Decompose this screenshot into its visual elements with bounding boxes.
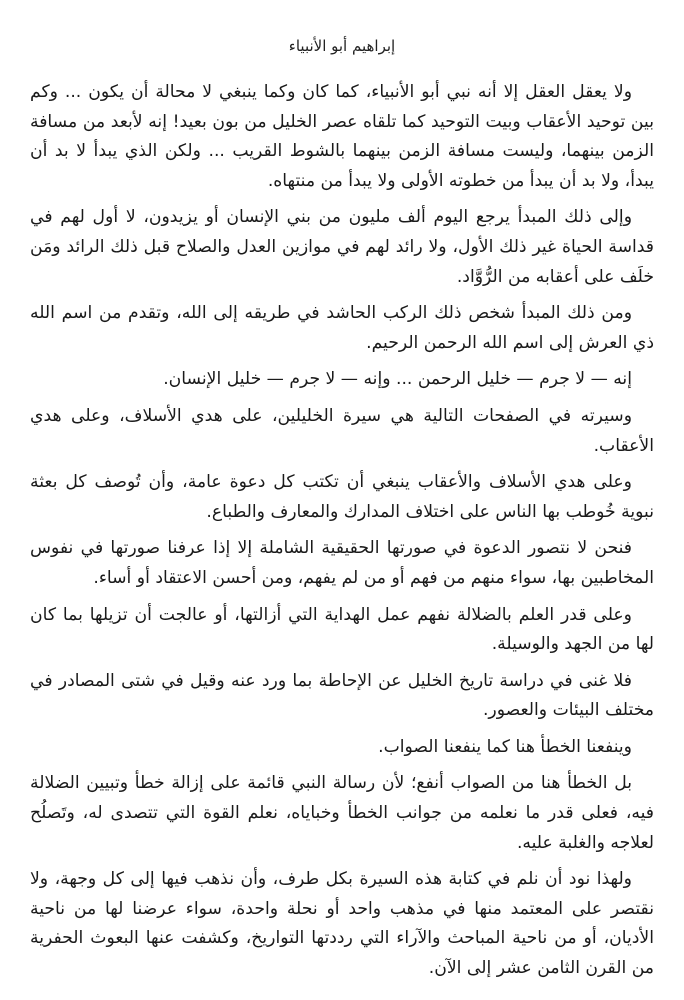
paragraph-11: بل الخطأ هنا من الصواب أنفع؛ لأن رسالة النبي قائمة على إزالة خطأ وتبيين الضلالة فيه، فعلى قدر ما نعلمه من جوانب الخطأ وخباياه، نعلم القوة التي تتصدى له، وتَصلُح لعلاجه والغلبة عليه. <box>30 773 654 853</box>
paragraph-8: وعلى قدر العلم بالضلالة نفهم عمل الهداية التي أزالتها، أو عالجت أن تزيلها بما كان لها من الجهد والوسيلة. <box>30 604 654 655</box>
paragraph-3: ومن ذلك المبدأ شخص ذلك الركب الحاشد في طريقه إلى الله، وتقدم من اسم الله ذي العرش إلى اسم الله الرحمن الرحيم. <box>30 303 654 353</box>
running-header: إبراهيم أبو الأنبياء <box>288 37 396 55</box>
paragraph-6: وعلى هدي الأسلاف والأعقاب ينبغي أن تكتب كل دعوة عامة، وأن تُوصف كل بعثة نبوية خُوطب بها الناس على اختلاف المدارك والمعارف والطباع. <box>30 472 654 522</box>
paragraph-5: وسيرته في الصفحات التالية هي سيرة الخليلين، على هدي الأسلاف، وعلى هدي الأعقاب. <box>30 405 654 456</box>
paragraph-2: وإلى ذلك المبدأ يرجع اليوم ألف مليون من بني الإنسان أو يزيدون، لا أول لهم في قداسة الحياة غير ذلك الأول، ولا رائد لهم في موازين العدل والصلاح قبل ذلك الرائد ومَن خلَف على أعقابه من الرُّوَّاد. <box>30 207 654 287</box>
paragraph-4: إنه — لا جرم — خليل الرحمن ... وإنه — لا جرم — خليل الإنسان. <box>163 369 632 390</box>
body-text <box>30 78 654 984</box>
paragraph-12: ولهذا نود أن نلم في كتابة هذه السيرة بكل طرف، وأن نذهب فيها إلى كل وجهة، ولا نقتصر على المعتمد منها في مذهب واحد أو نحلة واحدة، سواء عرضنا لها من ناحية الأديان، أو من ناحية المباحث والآراء التي رددتها التواريخ، وكشفت عنها البعوث الحفرية من القرن الثامن عشر إلى الآن. <box>30 869 654 979</box>
paragraph-7: فنحن لا نتصور الدعوة في صورتها الحقيقية الشاملة إلا إذا عرفنا صورتها في نفوس المخاطبين بها، سواء منهم من فهم أو من لم يفهم، ومن أحسن الاعتقاد أو أساء. <box>30 538 654 588</box>
paragraph-1: ولا يعقل العقل إلا أنه نبي أبو الأنبياء، كما كان وكما ينبغي لا محالة أن يكون ... وكم بين توحيد الأعقاب وبيت التوحيد كما تلقاه عصر الخليل من بون بعيد! إنه لأبعد من مسافة الزمن بينهما، وليست مسافة الزمن بينهما بالشوط القريب ... ولكن الذي يبدأ لا بد أن يبدأ، ولا بد أن يبدأ من خطوته الأولى ولا يبدأ من منتهاه. <box>30 82 654 191</box>
paragraph-10: وينفعنا الخطأ هنا كما ينفعنا الصواب. <box>378 736 632 757</box>
paragraph-9: فلا غنى في دراسة تاريخ الخليل عن الإحاطة بما ورد عنه وقيل في شتى المصادر في مختلف البيئات والعصور. <box>30 670 654 721</box>
